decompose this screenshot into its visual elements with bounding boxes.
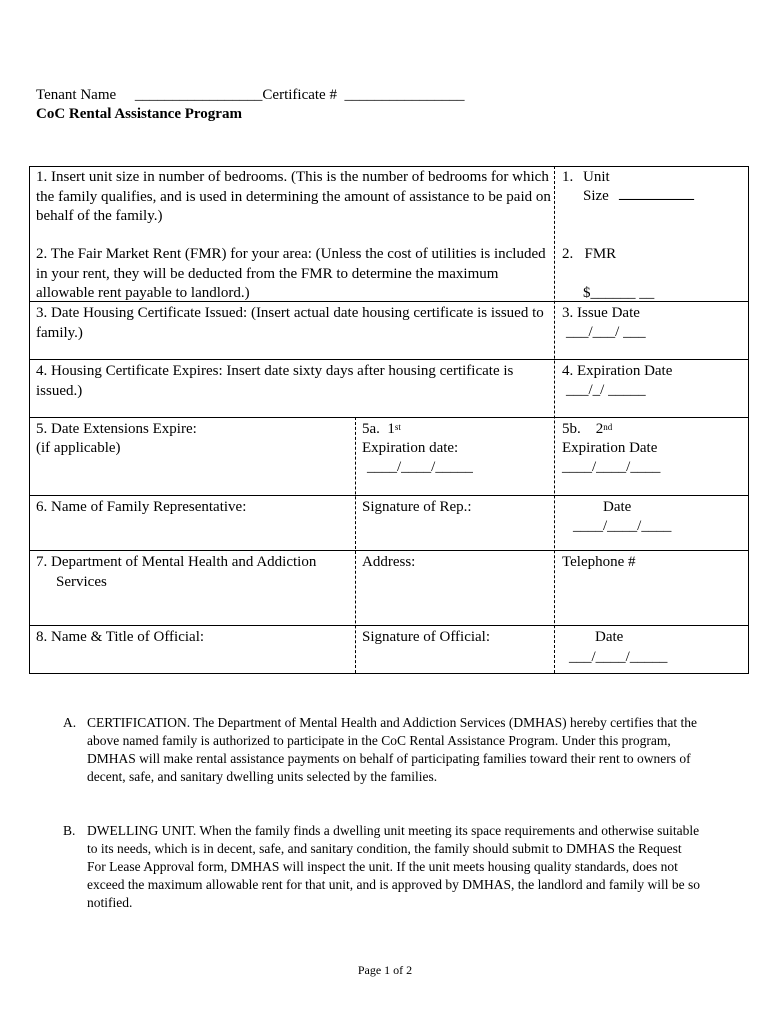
fmr-blank[interactable]: $______ __ <box>583 285 655 301</box>
row4-instruction: 4. Housing Certificate Expires: Insert date sixty days after housing certificate is issued.) <box>36 363 514 399</box>
signature-official-label: Signature of Official: <box>362 629 491 645</box>
expiration-date-blank[interactable]: ___/_/ _____ <box>566 382 646 398</box>
row-divider <box>29 495 749 496</box>
second-extension-sup: nd <box>603 422 613 432</box>
unit-size-blank[interactable]: __________ <box>619 186 694 202</box>
second-extension-label <box>562 420 612 440</box>
signature-rep-label: Signature of Rep.: <box>362 499 472 515</box>
tenant-certificate-line: Tenant Name _________________Certificate # ________________ <box>36 87 465 103</box>
certification-text: CERTIFICATION. The Department of Mental Health and Addiction Services (DMHAS) hereby certifies that the above named family is authorized to participate in the CoC Rental Assistance Program. Under this program, DMHAS will make rental assistance payments on behalf of participating families toward their rent to owners of decent, safe, and sanitary dwelling units selected by the families. <box>87 715 698 784</box>
department-text: 7. Department of Mental Health and Addiction Services <box>36 554 317 590</box>
dwelling-unit-section <box>63 822 703 912</box>
section-label: A. <box>63 715 77 730</box>
issue-date-label: 3. Issue Date <box>562 305 640 321</box>
column-divider <box>554 166 555 673</box>
if-applicable-label: (if applicable) <box>36 440 121 456</box>
row2-instruction: 2. The Fair Market Rent (FMR) for your area: (Unless the cost of utilities is included in your rent, they will be deducted from the FMR to determine the maximum allowable rent payable to landlord.) <box>36 246 546 301</box>
issue-date-blank[interactable]: ___/___/ ___ <box>566 324 646 340</box>
table-border-top <box>29 166 749 167</box>
certification-section <box>63 714 703 786</box>
first-extension-prefix: 5a. 1 <box>362 421 395 437</box>
rep-date-label: Date <box>603 499 632 515</box>
first-expiration-label: Expiration date: <box>362 440 459 456</box>
fmr-label: 2. FMR <box>562 246 617 262</box>
page-number: Page 1 of 2 <box>357 963 413 977</box>
table-border-right <box>748 166 749 674</box>
row-divider <box>29 417 749 418</box>
first-extension-sup: st <box>394 422 401 432</box>
date-extensions-label: 5. Date Extensions Expire: <box>36 421 197 437</box>
second-extension-prefix: 5b. 2 <box>562 421 604 437</box>
expiration-date-label: 4. Expiration Date <box>562 363 673 379</box>
official-date-blank[interactable]: ___/____/_____ <box>569 649 668 665</box>
telephone-label: Telephone # <box>562 554 636 570</box>
unit-label: Unit <box>583 169 610 185</box>
column-divider <box>355 417 356 673</box>
row3-instruction: 3. Date Housing Certificate Issued: (Insert actual date housing certificate is issued to family.) <box>36 305 544 341</box>
department-label <box>36 553 351 592</box>
dwelling-unit-text: DWELLING UNIT. When the family finds a dwelling unit meeting its space requirements and otherwise suitable to its needs, which is in decent, safe, and sanitary condition, the family should submit to DMHAS the Request For Lease Approval form, DMHAS will inspect the unit. If the unit meets housing quality standards, does not exceed the maximum allowable rent for that unit, and is approved by DMHAS, the landlord and family will be so notified. <box>87 823 700 910</box>
second-expiration-blank[interactable]: ____/____/____ <box>562 459 661 475</box>
official-date-label: Date <box>595 629 624 645</box>
table-border-bottom <box>29 673 749 674</box>
family-representative-label: 6. Name of Family Representative: <box>36 499 247 515</box>
unit-number: 1. <box>562 169 574 185</box>
table-border-left <box>29 166 30 674</box>
row1-instruction: 1. Insert unit size in number of bedrooms. (This is the number of bedrooms for which the family qualifies, and is used in determining the amount of assistance to be paid on behalf of the family.) <box>36 169 551 224</box>
address-label: Address: <box>362 554 416 570</box>
program-title: CoC Rental Assistance Program <box>36 106 242 122</box>
row-divider <box>29 625 749 626</box>
rep-date-blank[interactable]: ____/____/____ <box>573 518 672 534</box>
section-label: B. <box>63 823 76 838</box>
official-name-label: 8. Name & Title of Official: <box>36 629 205 645</box>
row-divider <box>29 359 749 360</box>
first-expiration-blank[interactable]: ____/____/_____ <box>367 459 473 475</box>
size-label: Size <box>583 188 609 204</box>
row-divider <box>29 550 749 551</box>
second-expiration-label: Expiration Date <box>562 440 658 456</box>
first-extension-label <box>362 420 401 440</box>
